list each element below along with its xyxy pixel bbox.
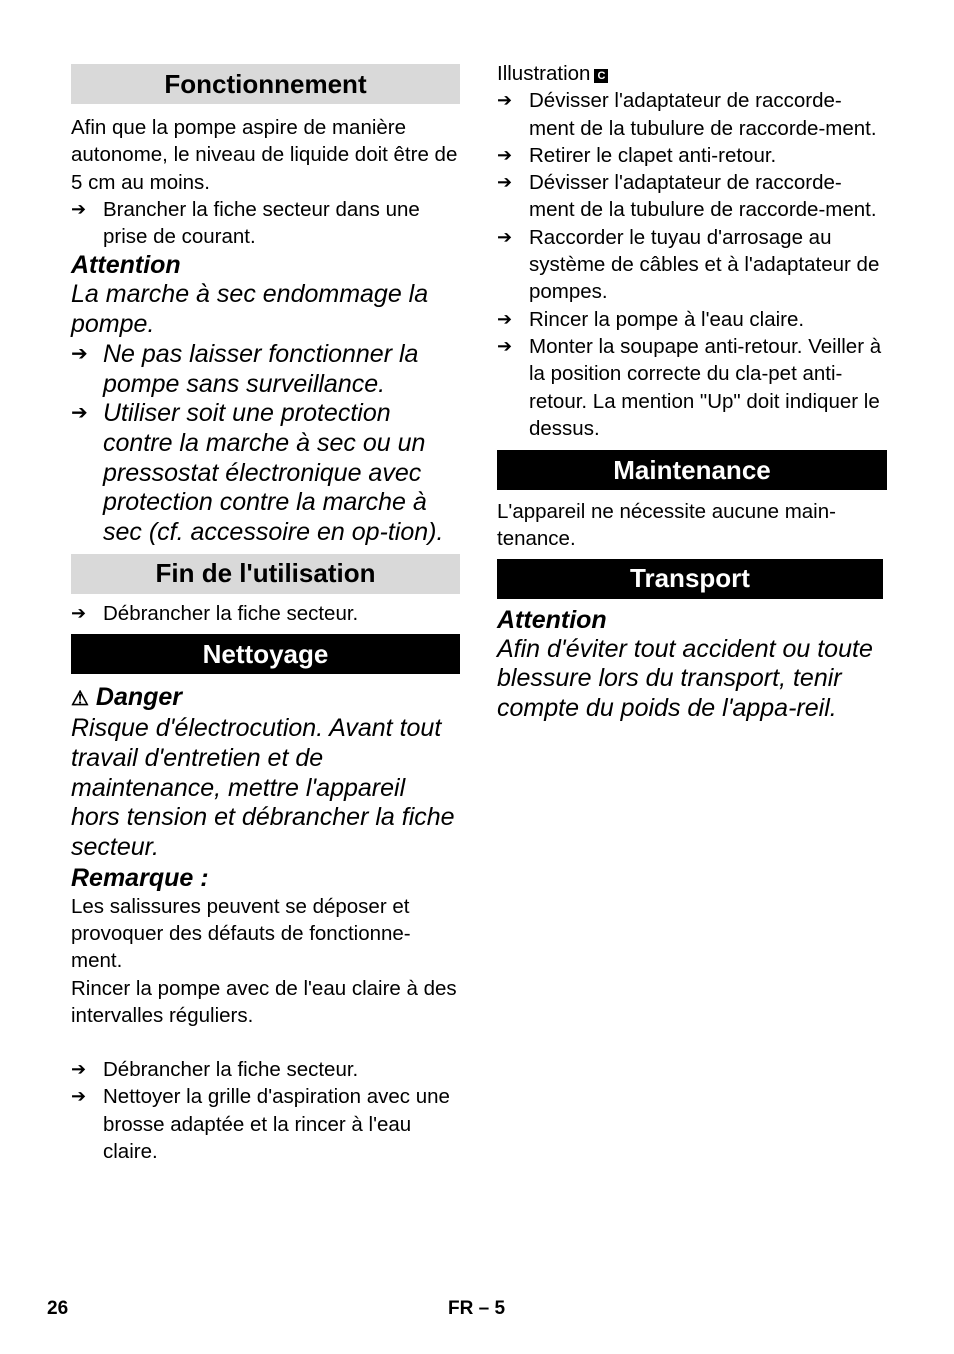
arrow-right-icon: ➔: [497, 226, 513, 247]
section-title-transport: Transport: [497, 559, 883, 599]
section-title-fin: Fin de l'utilisation: [71, 554, 460, 594]
section-title-nettoyage: Nettoyage: [71, 634, 460, 674]
list-item: ➔ Ne pas laisser fonctionner la pompe sans surveillance.: [71, 339, 419, 398]
right-column: [497, 60, 887, 724]
left-column: [71, 60, 460, 1165]
arrow-right-icon: ➔: [71, 1059, 87, 1080]
language-page-label: FR – 5: [448, 1298, 506, 1319]
attention-label: Attention: [497, 605, 607, 634]
arrow-right-icon: ➔: [497, 144, 513, 165]
list-item: ➔ Nettoyer la grille d'aspiration avec une brosse adaptée et la rincer à l'eau claire.: [71, 1083, 460, 1165]
attention-text: Afin d'éviter tout accident ou toute blessure lors du transport, tenir compte du poids de l'appa-reil.: [497, 634, 873, 723]
section-title-fonctionnement: Fonctionnement: [71, 64, 460, 104]
arrow-right-icon: ➔: [71, 1086, 87, 1107]
list-item: ➔ Raccorder le tuyau d'arrosage au système de câbles et à l'adaptateur de pompes.: [497, 224, 887, 306]
list-item: ➔ Rincer la pompe à l'eau claire.: [497, 306, 887, 333]
remarque-p1: Les salissures peuvent se déposer et provoquer des défauts de fonctionne-ment.: [71, 894, 411, 973]
arrow-right-icon: ➔: [497, 335, 513, 356]
maintenance-text: L'appareil ne nécessite aucune main-tenance.: [497, 500, 836, 551]
section-title-maintenance: Maintenance: [497, 450, 887, 490]
danger-text: Risque d'électrocution. Avant tout travail d'entretien et de maintenance, mettre l'appareil hors tension et débrancher la fiche secteur.: [71, 714, 455, 861]
remarque-p2: Rincer la pompe avec de l'eau claire à des intervalles réguliers.: [71, 976, 457, 1027]
attention-label: Attention: [71, 251, 181, 280]
arrow-right-icon: ➔: [497, 308, 513, 329]
page-number: 26: [47, 1298, 69, 1319]
arrow-right-icon: ➔: [71, 602, 87, 623]
attention-text: La marche à sec endommage la pompe.: [71, 280, 429, 339]
fonctionnement-intro: Afin que la pompe aspire de manière autonome, le niveau de liquide doit être de 5 cm au moins.: [71, 116, 458, 194]
list-item: ➔ Débrancher la fiche secteur.: [71, 1056, 460, 1083]
arrow-right-icon: ➔: [497, 172, 513, 193]
list-item: ➔ Dévisser l'adaptateur de raccorde-ment de la tubulure de raccorde-ment.: [497, 87, 887, 142]
danger-heading: [71, 682, 460, 714]
list-item: ➔ Brancher la fiche secteur dans une prise de courant.: [71, 196, 460, 251]
danger-label: Danger: [95, 683, 183, 712]
list-item: ➔ Utiliser soit une protection contre la marche à sec ou un pressostat électronique avec protection contre la marche à sec (cf. accessoire en op-tion).: [71, 399, 444, 547]
list-item: ➔ Monter la soupape anti-retour. Veiller à la position correcte du cla-pet anti-retour. La mention "Up" doit indiquer le dessus.: [497, 333, 887, 442]
arrow-right-icon: ➔: [71, 342, 88, 365]
list-item: ➔ Débrancher la fiche secteur.: [71, 600, 460, 627]
list-item: ➔ Retirer le clapet anti-retour.: [497, 142, 887, 169]
remarque-label: Remarque :: [71, 863, 209, 892]
arrow-right-icon: ➔: [71, 198, 87, 219]
illustration-ref: Illustration C: [497, 60, 887, 87]
arrow-right-icon: ➔: [71, 402, 88, 425]
list-item: ➔ Dévisser l'adaptateur de raccorde-ment de la tubulure de raccorde-ment.: [497, 169, 887, 224]
illustration-letter-icon: C: [594, 69, 608, 83]
arrow-right-icon: ➔: [497, 90, 513, 111]
warning-triangle-icon: ⚠: [71, 688, 89, 711]
